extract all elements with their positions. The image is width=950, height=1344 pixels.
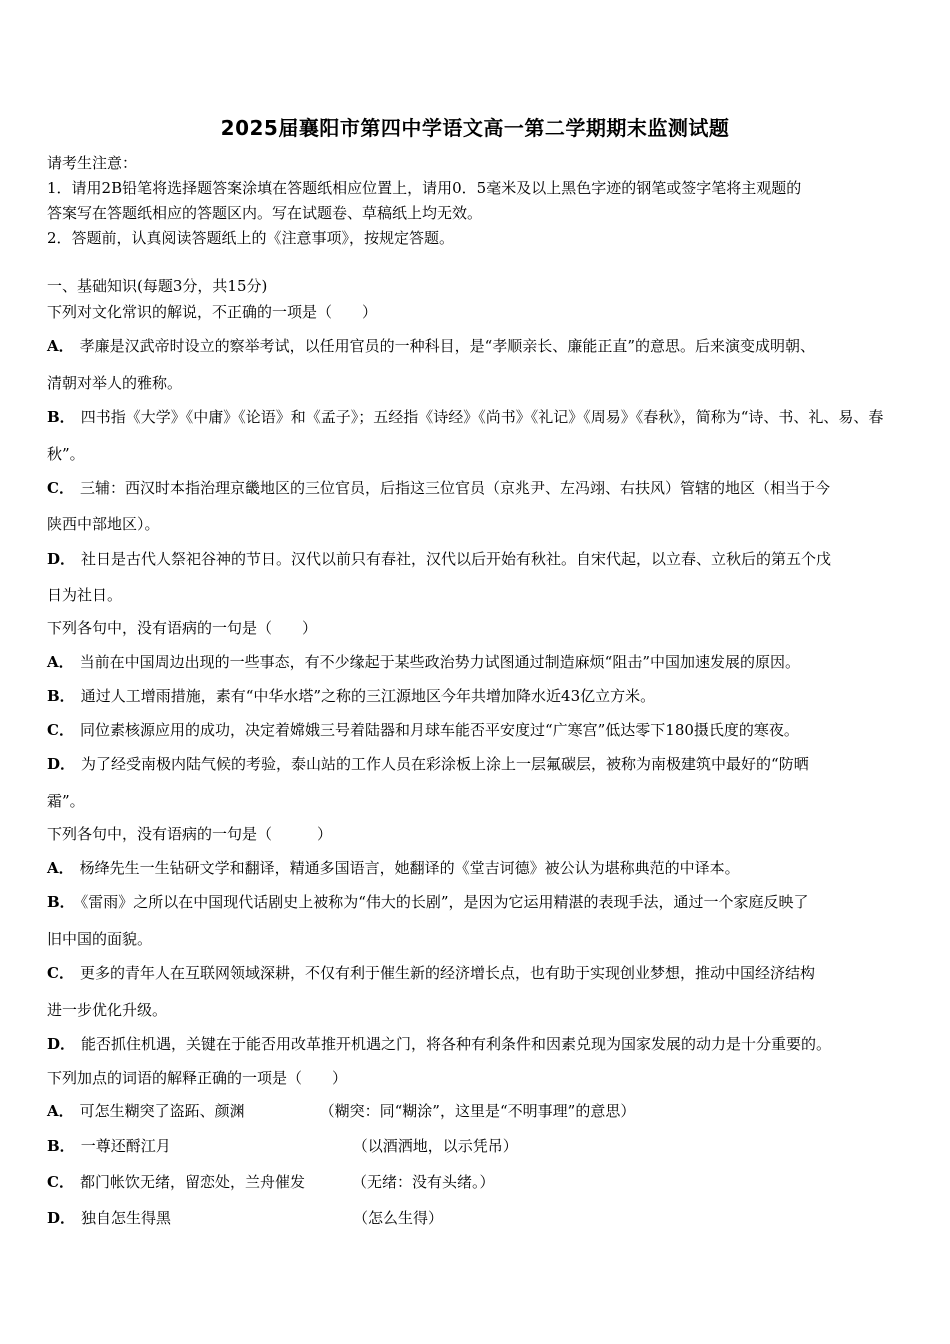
option-text: 一尊还酹江月 (80, 1137, 171, 1155)
option-letter: A． (47, 653, 74, 671)
option-letter: D． (47, 1035, 76, 1053)
option-d-cont: 日为社日。 (47, 586, 123, 604)
option-text: 杨绛先生一生钻研文学和翻译，精通多国语言，她翻译的《堂吉诃德》被公认为堪称典范的中译本。 (79, 859, 740, 877)
option-letter: B． (47, 893, 75, 911)
notice-line: 2．答题前，认真阅读答题纸上的《注意事项》，按规定答题。 (47, 229, 455, 247)
option-d (47, 548, 831, 569)
option-letter: D． (47, 1209, 76, 1227)
option-letter: A． (47, 337, 74, 355)
question-stem: 下列对文化常识的解说，不正确的一项是（ ） (47, 303, 378, 321)
option-text: 更多的青年人在互联网领域深耕，不仅有利于催生新的经济增长点，也有助于实现创业梦想，推动中国经济结构 (79, 964, 815, 982)
option-text: 四书指《大学》《中庸》《论语》和《孟子》；五经指《诗经》《尚书》《礼记》《周易》《春秋》，简称为“诗、书、礼、易、春 (80, 408, 884, 426)
option-c (47, 719, 799, 740)
question-stem: 下列各句中，没有语病的一句是（ ） (47, 619, 318, 637)
option-text: 都门帐饮无绪，留恋处，兰舟催发 (79, 1173, 305, 1191)
option-c (47, 962, 815, 983)
option-letter: B． (47, 408, 75, 426)
option-text: 当前在中国周边出现的一些事态，有不少缘起于某些政治势力试图通过制造麻烦“阻击”中国加速发展的原因。 (79, 653, 800, 671)
notice-line: 答案写在答题纸相应的答题区内。写在试题卷、草稿纸上均无效。 (47, 204, 483, 222)
option-letter: C． (47, 1173, 74, 1191)
option-a (47, 651, 800, 672)
section-heading: 一、基础知识(每题3分，共15分) (47, 277, 268, 295)
option-text: 可怎生糊突了盗跖、颜渊 (79, 1102, 245, 1120)
option-text: 为了经受南极内陆气候的考验，泰山站的工作人员在彩涂板上涂上一层氟碳层，被称为南极建筑中最好的“防晒 (81, 755, 809, 773)
option-note: （以酒洒地，以示凭吊） (352, 1137, 518, 1155)
option-c (47, 477, 830, 498)
option-note: （无绪：没有头绪。） (351, 1173, 495, 1191)
option-a (47, 1100, 635, 1121)
option-b (47, 685, 655, 706)
option-letter: C． (47, 721, 74, 739)
option-text: 社日是古代人祭祀谷神的节日。汉代以前只有春社，汉代以后开始有秋社。自宋代起，以立春、立秋后的第五个戊 (81, 550, 832, 568)
option-note: （怎么生得） (353, 1209, 444, 1227)
option-note: （糊突：同“糊涂”，这里是“不明事理”的意思） (319, 1102, 636, 1120)
option-text: 同位素核源应用的成功，决定着嫦娥三号着陆器和月球车能否平安度过“广寒宫”低达零下180摄氏度的寒夜。 (79, 721, 799, 739)
option-b-cont: 秋”。 (47, 445, 85, 463)
option-b (47, 891, 809, 912)
option-text: 能否抓住机遇，关键在于能否用改革推开机遇之门，将各种有利条件和因素兑现为国家发展的动力是十分重要的。 (81, 1035, 832, 1053)
option-b (47, 406, 883, 427)
option-d (47, 1033, 831, 1054)
option-text: 独自怎生得黑 (81, 1209, 172, 1227)
option-letter: A． (47, 859, 74, 877)
option-text: 《雷雨》之所以在中国现代话剧史上被称为“伟大的长剧”，是因为它运用精湛的表现手法，通过一个家庭反映了 (80, 893, 809, 911)
option-text: 孝廉是汉武帝时设立的察举考试，以任用官员的一种科目，是“孝顺亲长、廉能正直”的意思。后来演变成明朝、 (79, 337, 815, 355)
option-letter: A． (47, 1102, 74, 1120)
option-d (47, 1207, 443, 1228)
option-letter: D． (47, 550, 76, 568)
option-letter: D． (47, 755, 76, 773)
page-title: 2025届襄阳市第四中学语文高一第二学期期末监测试题 (220, 116, 730, 140)
notice-line: 1．请用2B铅笔将选择题答案涂填在答题纸相应位置上，请用0．5毫米及以上黑色字迹的钢笔或签字笔将主观题的 (47, 179, 802, 197)
option-b (47, 1135, 518, 1156)
option-a (47, 335, 815, 356)
question-stem: 下列加点的词语的解释正确的一项是（ ） (47, 1069, 348, 1087)
option-c-cont: 陕西中部地区）。 (47, 515, 160, 533)
option-c (47, 1171, 494, 1192)
option-d (47, 753, 809, 774)
option-c-cont: 进一步优化升级。 (47, 1001, 168, 1019)
option-a-cont: 清朝对举人的雅称。 (47, 374, 183, 392)
option-a (47, 857, 740, 878)
option-letter: B． (47, 1137, 75, 1155)
option-b-cont: 旧中国的面貌。 (47, 930, 153, 948)
option-text: 通过人工增雨措施，素有“中华水塔”之称的三江源地区今年共增加降水近43亿立方米。 (80, 687, 656, 705)
option-d-cont: 霜”。 (47, 792, 85, 810)
option-letter: C． (47, 964, 74, 982)
notice-heading: 请考生注意： (47, 154, 138, 172)
question-stem: 下列各句中，没有语病的一句是（ ） (47, 825, 333, 843)
option-letter: C． (47, 479, 74, 497)
option-letter: B． (47, 687, 75, 705)
option-text: 三辅：西汉时本指治理京畿地区的三位官员，后指这三位官员（京兆尹、左冯翊、右扶风）管辖的地区（相当于今 (79, 479, 830, 497)
